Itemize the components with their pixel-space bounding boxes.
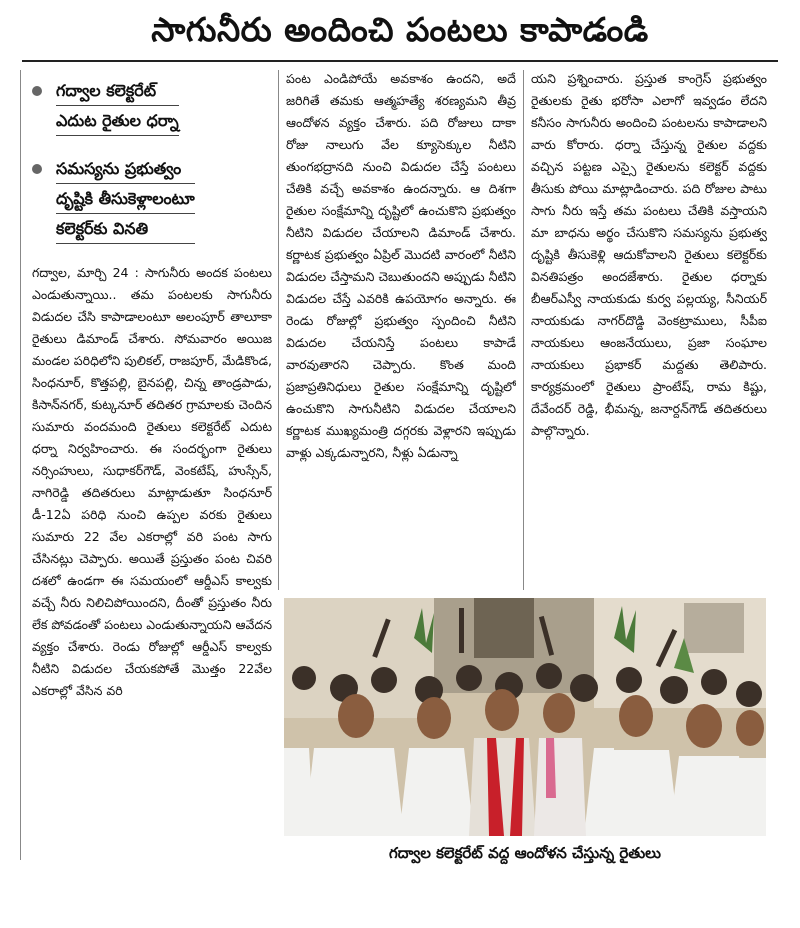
subhead-line: కలెక్టర్‌కు వినతి — [56, 214, 195, 244]
subhead-1 — [32, 76, 179, 136]
subhead-2 — [32, 154, 195, 244]
article-text: గద్వాల, మార్చి 24 : సాగునీరు అందక పంటలు ఎండుతున్నాయి.. తమ పంటలకు సాగునీరు విడుదల చేసి కాపాడాలంటూ అలంపూర్ తాలూకా రైతులు డిమాండ్ చేశారు. సోమవారం అయిజ మండల పరిధిలోని పులికల్, రాజపూర్, మేడికొండ, సింధనూర్, కొత్తపల్లి, బైనపల్లి, చిన్న తాండ్రపాడు, కిసాన్‌నగర్, కుట్కనూర్ తదితర గ్రామాలకు చెందిన సుమారు వందమంది రైతులు కలెక్టరేట్ ఎదుట ధర్నా నిర్వహించారు. ఈ సందర్భంగా రైతులు నర్సింహులు, సుధాకర్‌గౌడ్, వెంకటేష్, హుస్సేన్, నాగిరెడ్డి తదితరులు మాట్లాడుతూ సింధనూర్ డీ-12ఏ పరిధి నుంచి ఉప్పల వరకు రైతులు సుమారు 22 వేల ఎకరాల్లో వరి పంట సాగు చేసినట్లు చెప్పారు. అయితే ప్రస్తుతం పంట చివరి దశలో ఉండగా ఈ సమయంలో ఆర్డీఎస్ కాల్వకు వచ్చే నీరు నిలిచిపోయిందని, దీంతో ప్రస్తుతం నీరు లేక పోవడంతో పంటలు ఎండుతున్నాయని ఆవేదన వ్యక్తం చేశారు. రెండు రోజుల్లో ఆర్డీఎస్ కాల్వకు నీటిని విడుదల చేయకపోతే మొత్తం 22వేల ఎకరాల్లో వేసిన వరి — [32, 265, 272, 698]
column-divider — [278, 70, 279, 590]
subhead-line: దృష్టికి తీసుకెళ్లాలంటూ — [56, 184, 195, 214]
subhead-line: గద్వాల కలెక్టరేట్ — [56, 76, 179, 106]
headline: సాగునీరు అందించి పంటలు కాపాడండి — [151, 10, 649, 49]
bullet-icon — [32, 164, 42, 174]
article-text: యని ప్రశ్నించారు. ప్రస్తుత కాంగ్రెస్ ప్రభుత్వం రైతులకు రైతు భరోసా ఎలాగో ఇవ్వడం లేదని కనీసం సాగునీరు అందించి పంటలను కాపాడాలని వారు కోరారు. ధర్నా చేస్తున్న రైతుల వద్దకు వచ్చిన పట్టణ ఎస్సై రైతులను కలెక్టర్ వద్దకు తీసుకు పోయి మాట్లాడించారు. పది రోజుల పాటు సాగు నీరు ఇస్తే తమ పంటలు చేతికి వస్తాయని మా బాధను అర్థం చేసుకొని సమస్యను ప్రభుత్వ దృష్టికి తీసుకెళ్లి ఆదుకోవాలని రైతులు కలెక్టర్‌కు వినతిపత్రం అందజేశారు. రైతుల ధర్నాకు బీఆర్ఎస్వీ నాయకుడు కుర్వ పల్లయ్య, సీనియర్ నాయకుడు నాగర్‌దొడ్డి వెంకట్రాములు, సీపీఐ నాయకులు ఆంజనేయులు, ప్రజా సంఘాల నాయకులు ప్రభాకర్ మద్దతు తెలిపారు. కార్యక్రమంలో రైతులు ప్రాంటేష్, రామ కిష్టు, దేవేందర్ రెడ్డి, భీమన్న, జనార్దన్‌గౌడ్ తదితరులు పాల్గొన్నారు. — [531, 71, 767, 438]
column-divider — [20, 70, 21, 860]
article-column-1 — [32, 262, 272, 862]
bullet-icon — [32, 86, 42, 96]
protest-photo — [284, 598, 766, 836]
headline-rule — [22, 60, 778, 62]
subhead-line: సమస్యను ప్రభుత్వం — [56, 154, 195, 184]
article-column-2 — [286, 68, 516, 588]
article-column-3 — [531, 68, 767, 588]
article-text: పంట ఎండిపోయే అవకాశం ఉందని, అదే జరిగితే తమకు ఆత్మహత్యే శరణ్యమని తీవ్ర ఆందోళన వ్యక్తం చేశారు. పది రోజులు దాకా రోజు నాలుగు వేల క్యూసెక్కుల నీటిని తుంగభద్రానది నుంచి విడుదల చేస్తే పంటలు చేతికి వచ్చే అవకాశం ఉందన్నారు. ఆ దిశగా రైతుల సంక్షేమాన్ని దృష్టిలో ఉంచుకొని ప్రభుత్వం నీటిని విడుదల చేయాలని డిమాండ్ చేశారు. కర్ణాటక ప్రభుత్వం ఏప్రిల్ మొదటి వారంలో నీటిని విడుదల చేస్తామని చెబుతుందని అప్పుడు నీటిని విడుదల చేస్తే ఎవరికి ఉపయోగం అన్నారు. ఈ రెండు రోజుల్లో ప్రభుత్వం స్పందించి నీటిని విడుదల చేయనిస్తే పంటలు కాపాడే వారవుతారని చెప్పారు. కొంత మంది ప్రజాప్రతినిధులు రైతుల సంక్షేమాన్ని దృష్టిలో ఉంచుకొని సాగునీటిని విడుదల చేయాలని కర్ణాటక ముఖ్యమంత్రి దగ్గరకు వెళ్లారని ఇప్పుడు వాళ్లు ఎక్కడున్నారని, నీళ్లు ఏడున్నా — [286, 71, 516, 460]
subhead-line: ఎదుట రైతుల ధర్నా — [56, 106, 179, 136]
column-divider — [523, 70, 524, 590]
photo-caption: గద్వాల కలెక్టరేట్ వద్ద ఆందోళన చేస్తున్న రైతులు — [389, 844, 661, 862]
